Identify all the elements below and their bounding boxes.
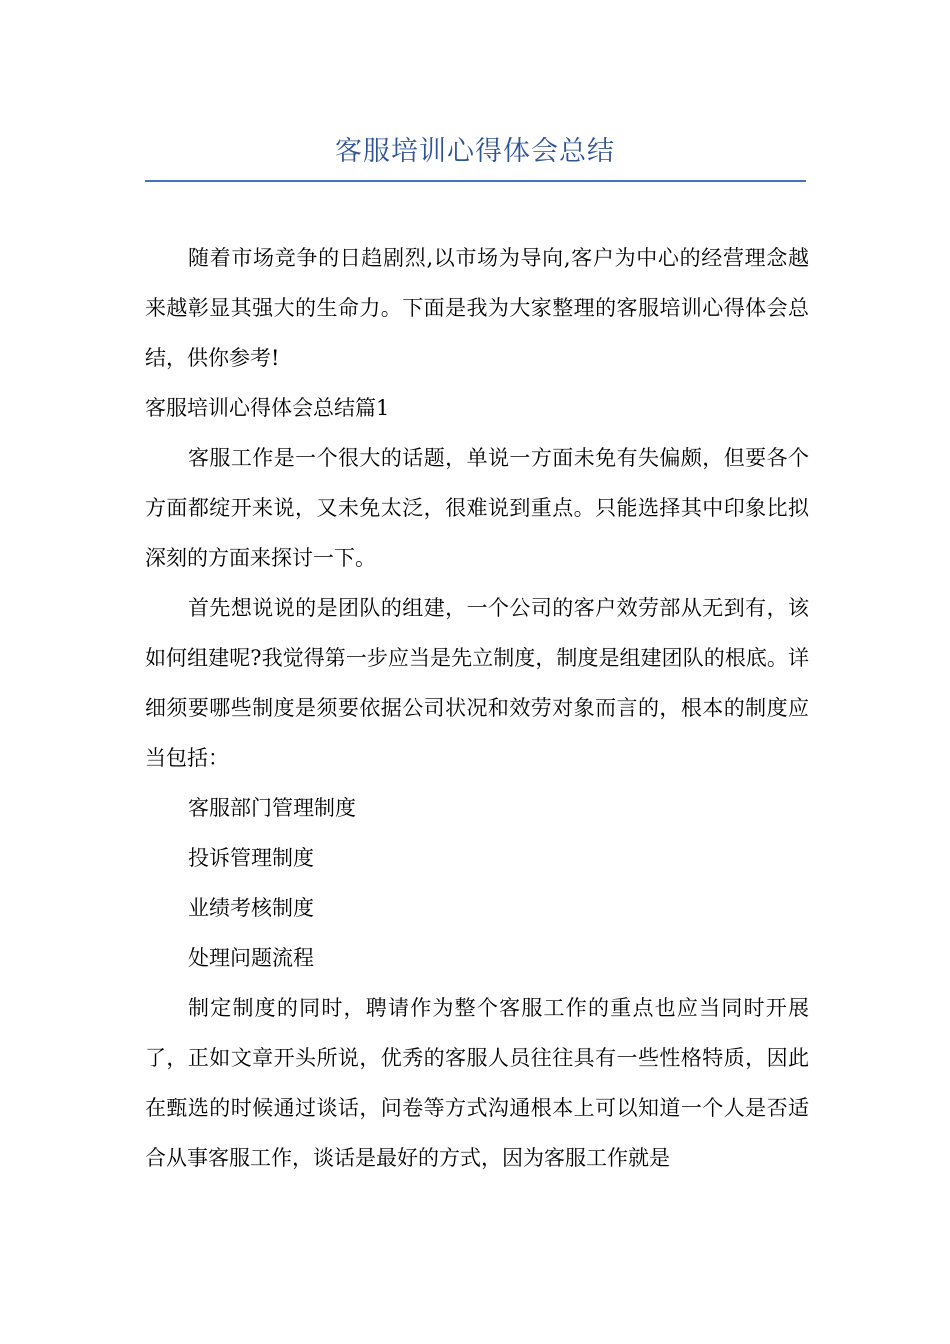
- list-item: 业绩考核制度: [188, 896, 314, 920]
- body-paragraph: 制定制度的同时，聘请作为整个客服工作的重点也应当同时开展了，正如文章开头所说，优秀的客服人员往往具有一些性格特质，因此在甄选的时候通过谈话，问卷等方式沟通根本上可以知道一个人是否适合从事客服工作，谈话是最好的方式，因为客服工作就是: [145, 996, 809, 1170]
- list-item: 处理问题流程: [188, 946, 314, 970]
- title-underline: [145, 180, 806, 182]
- list-item: 客服部门管理制度: [188, 796, 356, 820]
- body-paragraph: 客服工作是一个很大的话题，单说一方面未免有失偏颇，但要各个方面都绽开来说，又未免太泛，很难说到重点。只能选择其中印象比拟深刻的方面来探讨一下。: [145, 446, 809, 570]
- intro-paragraph: 随着市场竞争的日趋剧烈,以市场为导向,客户为中心的经营理念越来越彰显其强大的生命力。下面是我为大家整理的客服培训心得体会总结，供你参考!: [145, 246, 809, 370]
- section-heading: 客服培训心得体会总结篇1: [145, 396, 390, 420]
- list-item: 投诉管理制度: [188, 846, 314, 870]
- body-paragraph: 首先想说说的是团队的组建，一个公司的客户效劳部从无到有，该如何组建呢?我觉得第一步应当是先立制度，制度是组建团队的根底。详细须要哪些制度是须要依据公司状况和效劳对象而言的，根本的制度应当包括：: [145, 596, 809, 770]
- document-body: [145, 233, 809, 1183]
- document-title: 客服培训心得体会总结: [335, 136, 615, 167]
